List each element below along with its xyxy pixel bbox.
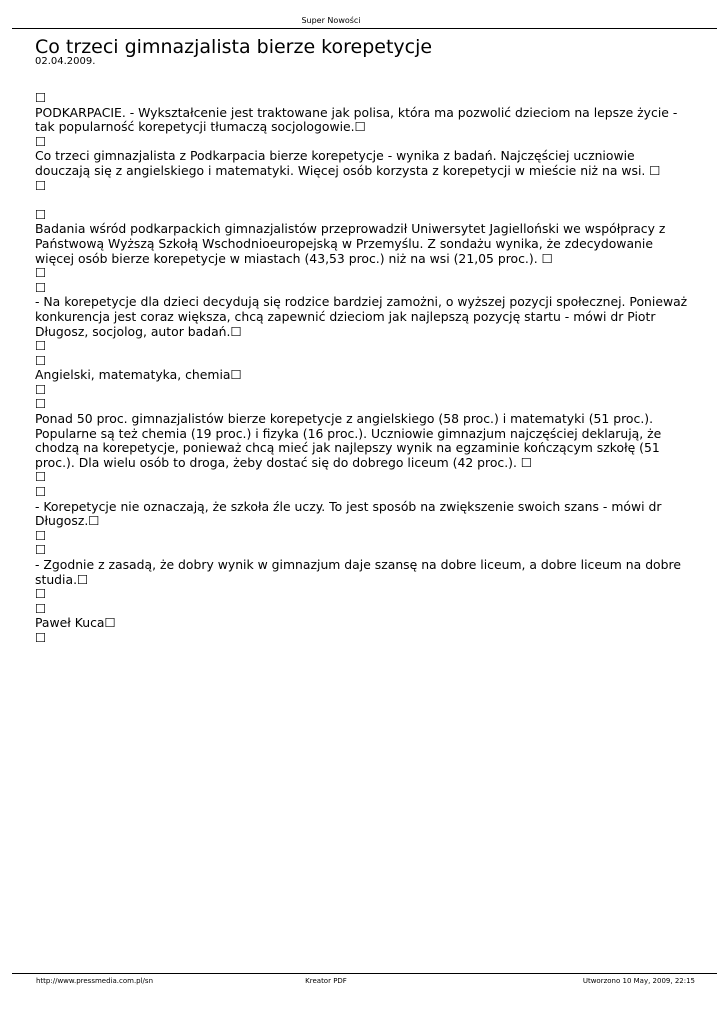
page-header-source: Super Nowości (301, 16, 361, 25)
article-line: Angielski, matematyka, chemia☐ (35, 367, 242, 383)
article-line: ☐ (35, 279, 47, 295)
article-line: konkurencja jest coraz większa, chcą zapewnić dzieciom jak najlepszą pozycję startu - mówi dr Piotr (35, 308, 656, 324)
article-line: ☐ (35, 600, 47, 616)
article-line: - Zgodnie z zasadą, że dobry wynik w gimnazjum daje szansę na dobre liceum, a dobre liceum na dobre (35, 557, 681, 572)
article-line: chodzą na korepetycje, ponieważ chcą mieć jak najlepszy wynik na egzaminie kończącym szkołę (51 (35, 440, 660, 456)
article-line: studia.☐ (35, 571, 89, 587)
article-title: Co trzeci gimnazjalista bierze korepetycje (35, 36, 433, 58)
article-line: - Korepetycje nie oznaczają, że szkoła źle uczy. To jest sposób na zwiększenie swoich szans - mówi dr (35, 498, 662, 514)
article-line: proc.). Dla wielu osób to droga, żeby dostać się do dobrego liceum (42 proc.). ☐ (35, 454, 532, 470)
article-line: ☐ (35, 352, 47, 368)
article-line: Badania wśród podkarpackich gimnazjalistów przeprowadził Uniwersytet Jagielloński we współpracy z (35, 221, 666, 237)
article-line: ☐ (35, 542, 47, 558)
article-line: więcej osób bierze korepetycje w miastach (43,53 proc.) niż na wsi (21,05 proc.). ☐ (35, 250, 553, 266)
article-line: PODKARPACIE. - Wykształcenie jest traktowane jak polisa, która ma pozwolić dzieciom na lepsze życie - (35, 104, 678, 120)
article-line: ☐ (35, 469, 47, 485)
article-line: ☐ (35, 133, 47, 149)
article-line: Popularne są też chemia (19 proc.) i fizyka (16 proc.). Uczniowie gimnazjum najczęściej deklarują, że (35, 425, 662, 441)
article-line: ☐ (35, 265, 47, 281)
footer-created: Utworzono 10 May, 2009, 22:15 (582, 977, 695, 985)
article-line: ☐ (35, 338, 47, 354)
article-line: Ponad 50 proc. gimnazjalistów bierze korepetycje z angielskiego (58 proc.) i matematyki (51 proc.). (35, 411, 654, 427)
article-line: - Na korepetycje dla dzieci decydują się rodzice bardziej zamożni, o wyższej pozycji społecznej. Ponieważ (35, 294, 688, 310)
article-line: Długosz, socjolog, autor badań.☐ (35, 323, 242, 339)
article-line (35, 193, 690, 208)
article-line: ☐ (35, 206, 47, 222)
article-body (35, 91, 690, 646)
footer-url: http://www.pressmedia.com.pl/sn (36, 977, 154, 985)
article-line: Co trzeci gimnazjalista z Podkarpacia bierze korepetycje - wynika z badań. Najczęściej uczniowie (35, 148, 635, 164)
article-line: Paweł Kuca☐ (35, 615, 116, 631)
article-line: ☐ (35, 381, 47, 397)
article-line: ☐ (35, 90, 47, 105)
article-line: ☐ (35, 629, 47, 645)
article-line: ☐ (35, 527, 47, 543)
footer-rule (12, 973, 717, 974)
article-line: douczają się z angielskiego i matematyki. Więcej osób korzysta z korepetycji w mieście niż na wsi. ☐ (35, 162, 661, 178)
footer-generator: Kreator PDF (305, 977, 347, 985)
article-line: Długosz.☐ (35, 513, 100, 529)
article-line: ☐ (35, 396, 47, 412)
header-rule (12, 28, 717, 29)
article-line: ☐ (35, 177, 47, 193)
article-line: ☐ (35, 484, 47, 500)
article-line: tak popularność korepetycji tłumaczą socjologowie.☐ (35, 119, 366, 135)
article-line: Państwową Wyższą Szkołą Wschodnioeuropejską w Przemyślu. Z sondażu wynika, że zdecydowanie (35, 235, 653, 251)
article-date: 02.04.2009. (35, 56, 96, 67)
article-line: ☐ (35, 586, 47, 602)
